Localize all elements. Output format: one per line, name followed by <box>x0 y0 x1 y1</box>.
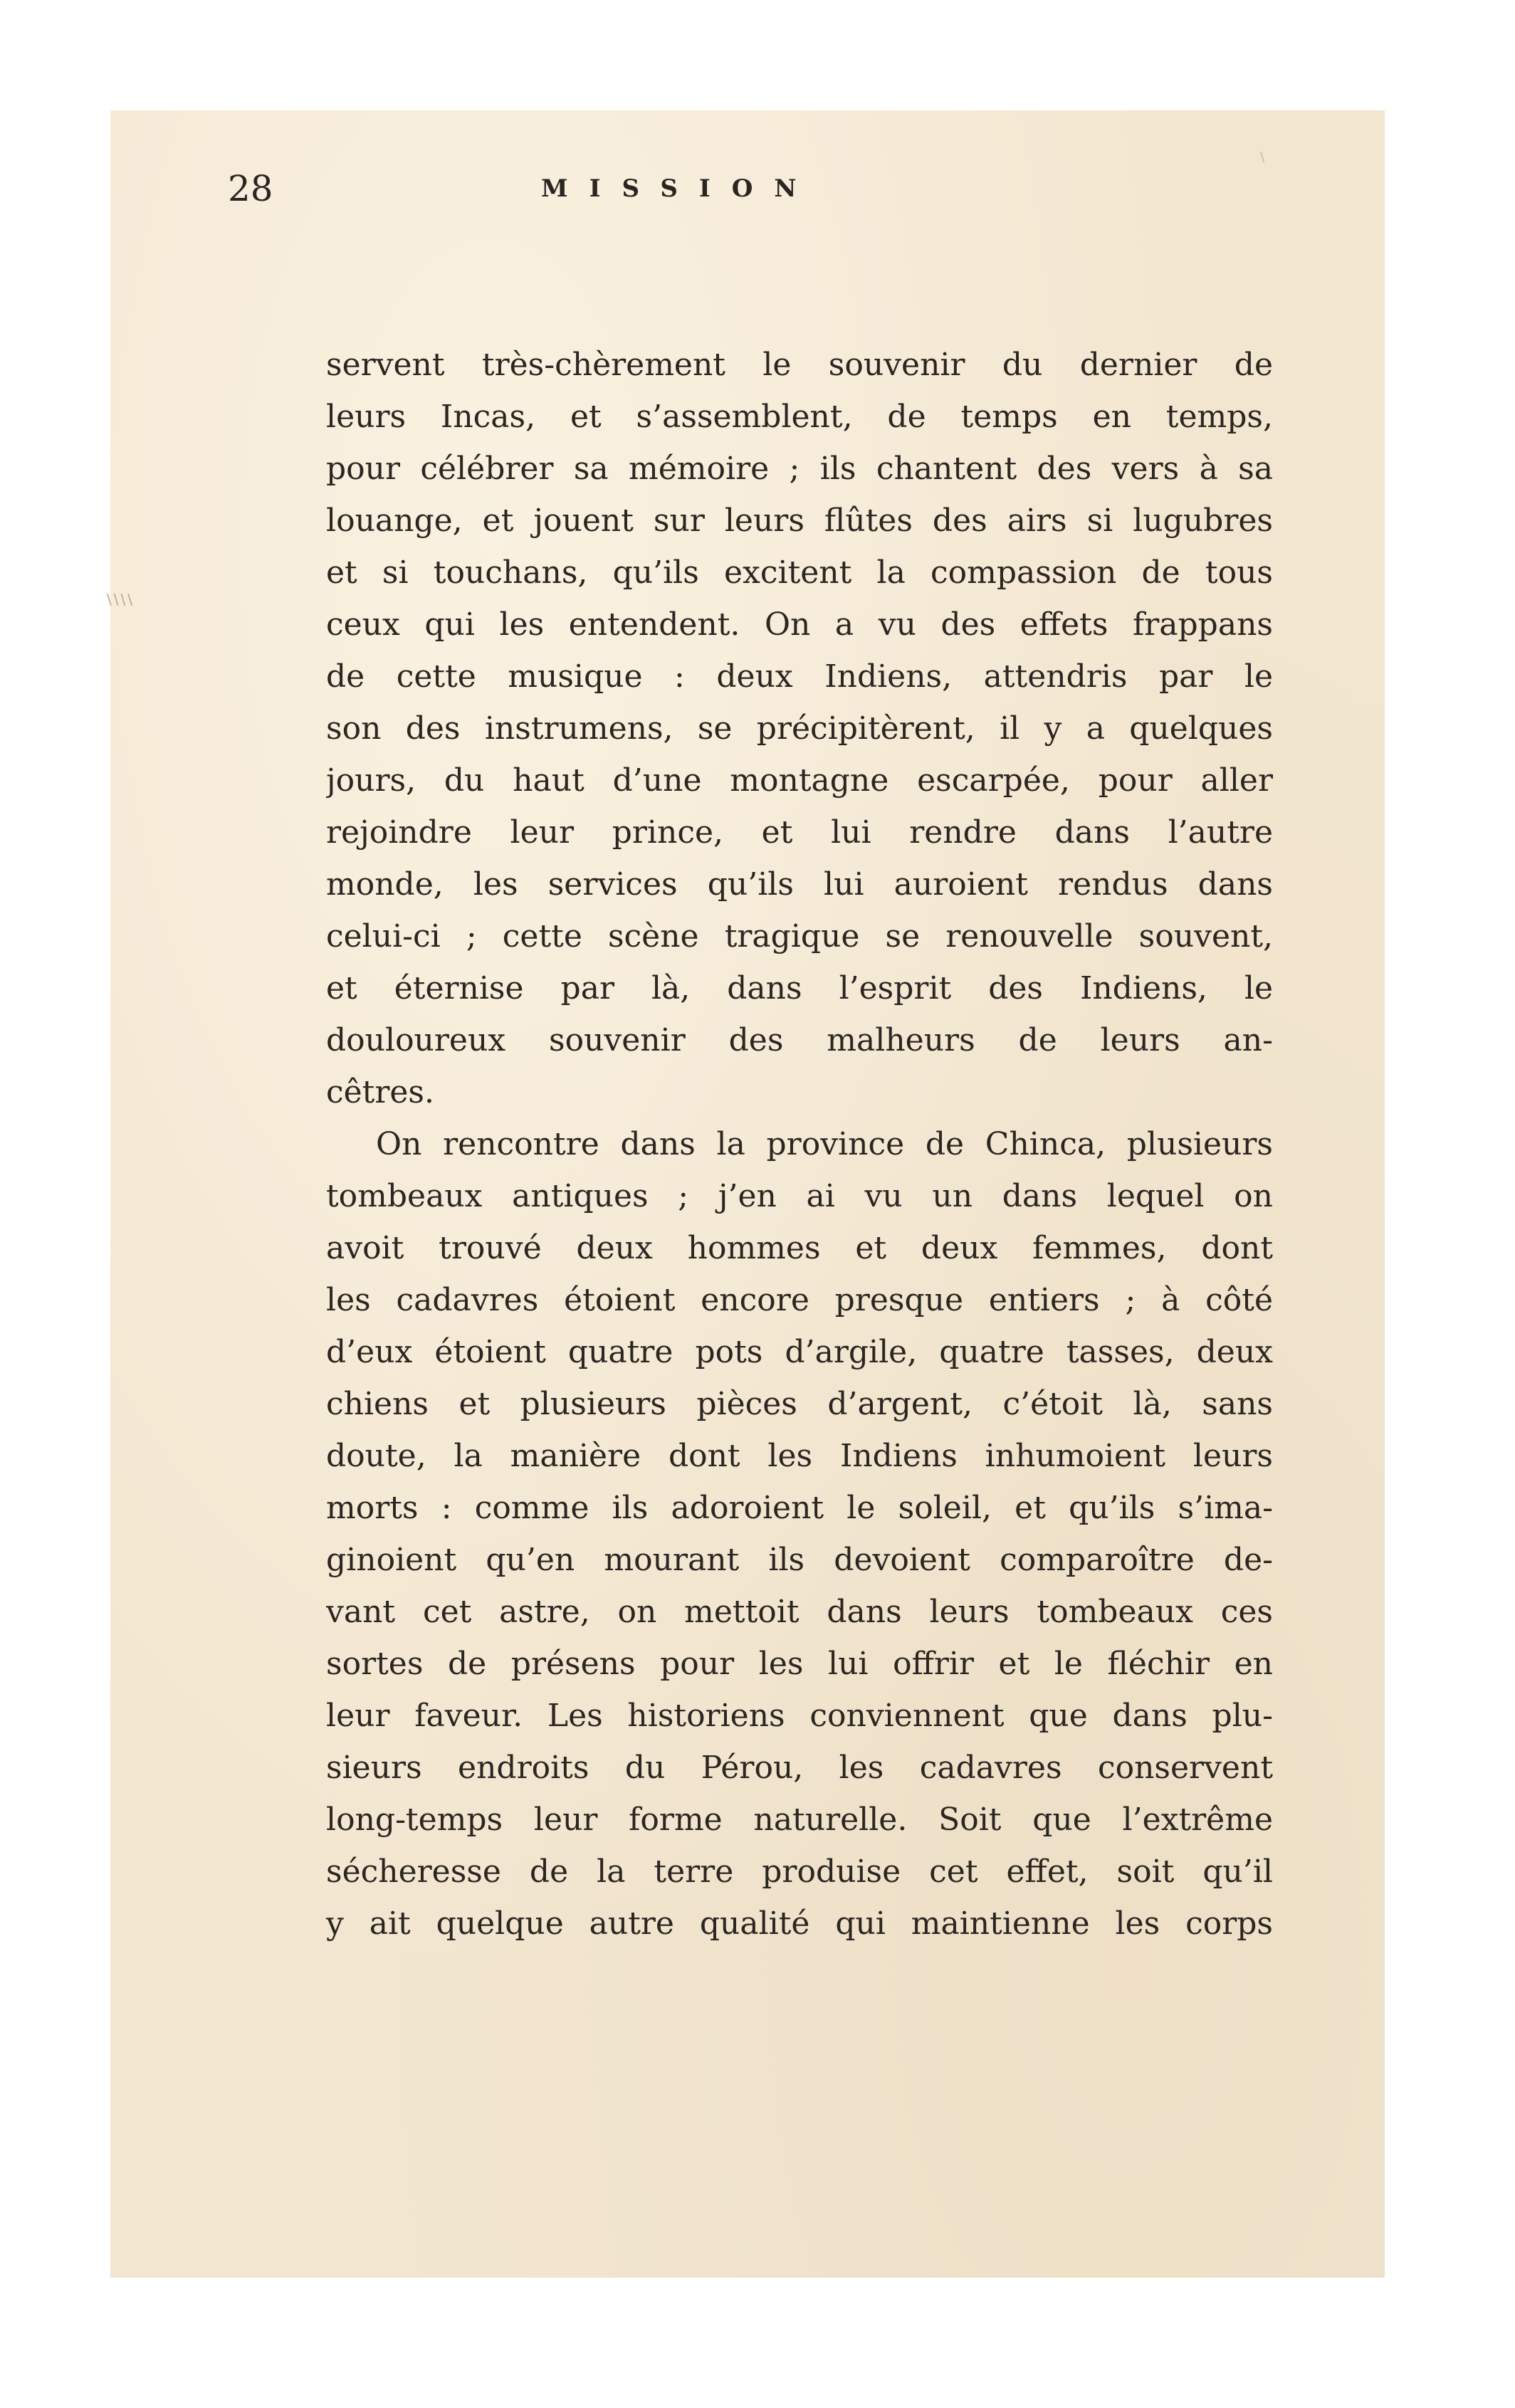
text-line: et si touchans, qu’ils excitent la compassion de tous <box>326 554 1273 591</box>
text-line: On rencontre dans la province de Chinca, plusieurs <box>376 1126 1273 1162</box>
text-line: tombeaux antiques ; j’en ai vu un dans lequel on <box>326 1178 1273 1214</box>
text-line: doute, la manière dont les Indiens inhumoient leurs <box>326 1438 1273 1474</box>
text-line: sortes de présens pour les lui offrir et le fléchir en <box>326 1646 1273 1682</box>
text-line: chiens et plusieurs pièces d’argent, c’étoit là, sans <box>326 1386 1273 1422</box>
text-line: cêtres. <box>326 1074 435 1110</box>
running-title: MISSION <box>541 174 818 203</box>
text-line: son des instrumens, se précipitèrent, il y a quelques <box>326 710 1273 747</box>
text-line: ginoient qu’en mourant ils devoient comparoître de- <box>326 1542 1273 1578</box>
text-line: et éternise par là, dans l’esprit des Indiens, le <box>326 970 1273 1006</box>
text-line: de cette musique : deux Indiens, attendris par le <box>326 658 1273 695</box>
text-line: louange, et jouent sur leurs flûtes des airs si lugubres <box>326 503 1273 539</box>
text-line: vant cet astre, on mettoit dans leurs tombeaux ces <box>326 1594 1273 1630</box>
text-line: sécheresse de la terre produise cet effet, soit qu’il <box>326 1854 1273 1890</box>
text-line: monde, les services qu’ils lui auroient rendus dans <box>326 866 1273 903</box>
page-header <box>228 157 1274 221</box>
text-line: servent très-chèrement le souvenir du dernier de <box>326 347 1273 383</box>
text-line: pour célébrer sa mémoire ; ils chantent des vers à sa <box>326 451 1273 487</box>
text-line: morts : comme ils adoroient le soleil, et qu’ils s’ima- <box>326 1490 1273 1526</box>
text-line: leurs Incas, et s’assemblent, de temps en temps, <box>326 399 1273 435</box>
margin-smudge: \\\\ <box>107 591 135 608</box>
text-line: rejoindre leur prince, et lui rendre dans l’autre <box>326 814 1273 851</box>
margin-mark: \ <box>1260 149 1265 164</box>
text-line: jours, du haut d’une montagne escarpée, pour aller <box>326 762 1273 799</box>
text-line: les cadavres étoient encore presque entiers ; à côté <box>326 1282 1273 1318</box>
text-line: leur faveur. Les historiens conviennent que dans plu- <box>326 1698 1273 1734</box>
text-line: ceux qui les entendent. On a vu des effets frappans <box>326 606 1273 643</box>
text-line: celui-ci ; cette scène tragique se renouvelle souvent, <box>326 918 1273 955</box>
page-number: 28 <box>228 168 273 209</box>
text-line: d’eux étoient quatre pots d’argile, quatre tasses, deux <box>326 1334 1273 1370</box>
text-line: y ait quelque autre qualité qui maintienne les corps <box>326 1905 1273 1942</box>
text-line: sieurs endroits du Pérou, les cadavres conservent <box>326 1750 1273 1786</box>
text-line: douloureux souvenir des malheurs de leurs an- <box>326 1022 1273 1058</box>
text-line: long-temps leur forme naturelle. Soit que l’extrême <box>326 1802 1273 1838</box>
body-text <box>326 339 1273 1950</box>
text-line: avoit trouvé deux hommes et deux femmes, dont <box>326 1230 1273 1266</box>
